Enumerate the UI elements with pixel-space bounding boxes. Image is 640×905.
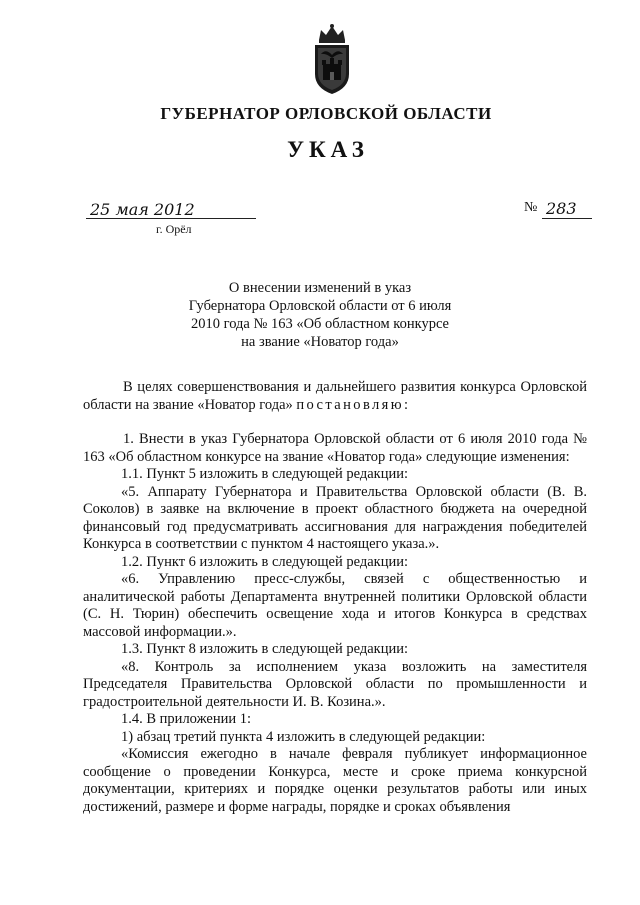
intro-text: В целях совершенствования и дальнейшего развития конкурса Орловской области на звание «Новатор года» bbox=[83, 379, 587, 413]
number-underline bbox=[542, 218, 592, 219]
intro-verb: постановляю: bbox=[296, 396, 411, 413]
paragraph-1-1-text: «5. Аппарату Губернатора и Правительства Орловской области (В. В. Соколов) в заявке на включение в проект областного бюджета на очередной финансовый год предусматривать ассигнования для награждения победителей Конкурса в соответствии с пунктом 4 настоящего указа.». bbox=[83, 483, 587, 552]
paragraph-1-3-text: «8. Контроль за исполнением указа возложить на заместителя Председателя Правительства Орловской области по промышленности и градостроительной деятельности И. В. Козина.». bbox=[83, 658, 587, 710]
title-line: 2010 года № 163 «Об областном конкурсе bbox=[191, 316, 449, 332]
paragraph-1-4: 1.4. В приложении 1: bbox=[121, 711, 252, 727]
paragraph-1-3: 1.3. Пункт 8 изложить в следующей редакции: bbox=[121, 641, 409, 657]
handwritten-date: 25 мая 2012 bbox=[90, 200, 195, 219]
paragraph-1-4-1-text: «Комиссия ежегодно в начале февраля публикует информационное сообщение о проведении Конкурса, месте и сроке приема конкурсной документации, критериях и порядке оценки результатов работы или иных достижений, размере и форме награды, порядке и сроках объявления bbox=[83, 746, 587, 815]
coat-of-arms-emblem bbox=[309, 22, 355, 96]
paragraph-1-2-text: «6. Управлению пресс-службы, связей с общественностью и аналитической работы Департамента внутренней политики Орловской области (С. Н. Тюрин) обеспечить освещение хода и итогов Конкурса в средствах массовой информации.». bbox=[83, 571, 587, 640]
title-line: О внесении изменений в указ bbox=[228, 280, 412, 296]
paragraph-1-2: 1.2. Пункт 6 изложить в следующей редакции: bbox=[121, 553, 409, 570]
intro-paragraph bbox=[83, 379, 587, 414]
title-line: на звание «Новатор года» bbox=[241, 334, 399, 350]
document-body bbox=[83, 379, 587, 816]
paragraph-1: 1. Внести в указ Губернатора Орловской области от 6 июля 2010 года № 163 «Об областном конкурсе на звание «Новатор года» следующие изменения: bbox=[83, 431, 587, 465]
paragraph-1-1: 1.1. Пункт 5 изложить в следующей редакции: bbox=[121, 466, 409, 482]
paragraph-1-4-1: 1) абзац третий пункта 4 изложить в следующей редакции: bbox=[121, 728, 486, 745]
authority-heading: ГУБЕРНАТОР ОРЛОВСКОЙ ОБЛАСТИ bbox=[160, 104, 492, 123]
document-title bbox=[150, 279, 490, 351]
title-line: Губернатора Орловской области от 6 июля bbox=[188, 298, 452, 314]
number-label: № bbox=[524, 200, 538, 215]
handwritten-number: 283 bbox=[546, 199, 577, 218]
date-underline bbox=[86, 218, 256, 219]
city-label: г. Орёл bbox=[156, 222, 192, 236]
document-type-heading: УКАЗ bbox=[287, 137, 369, 162]
